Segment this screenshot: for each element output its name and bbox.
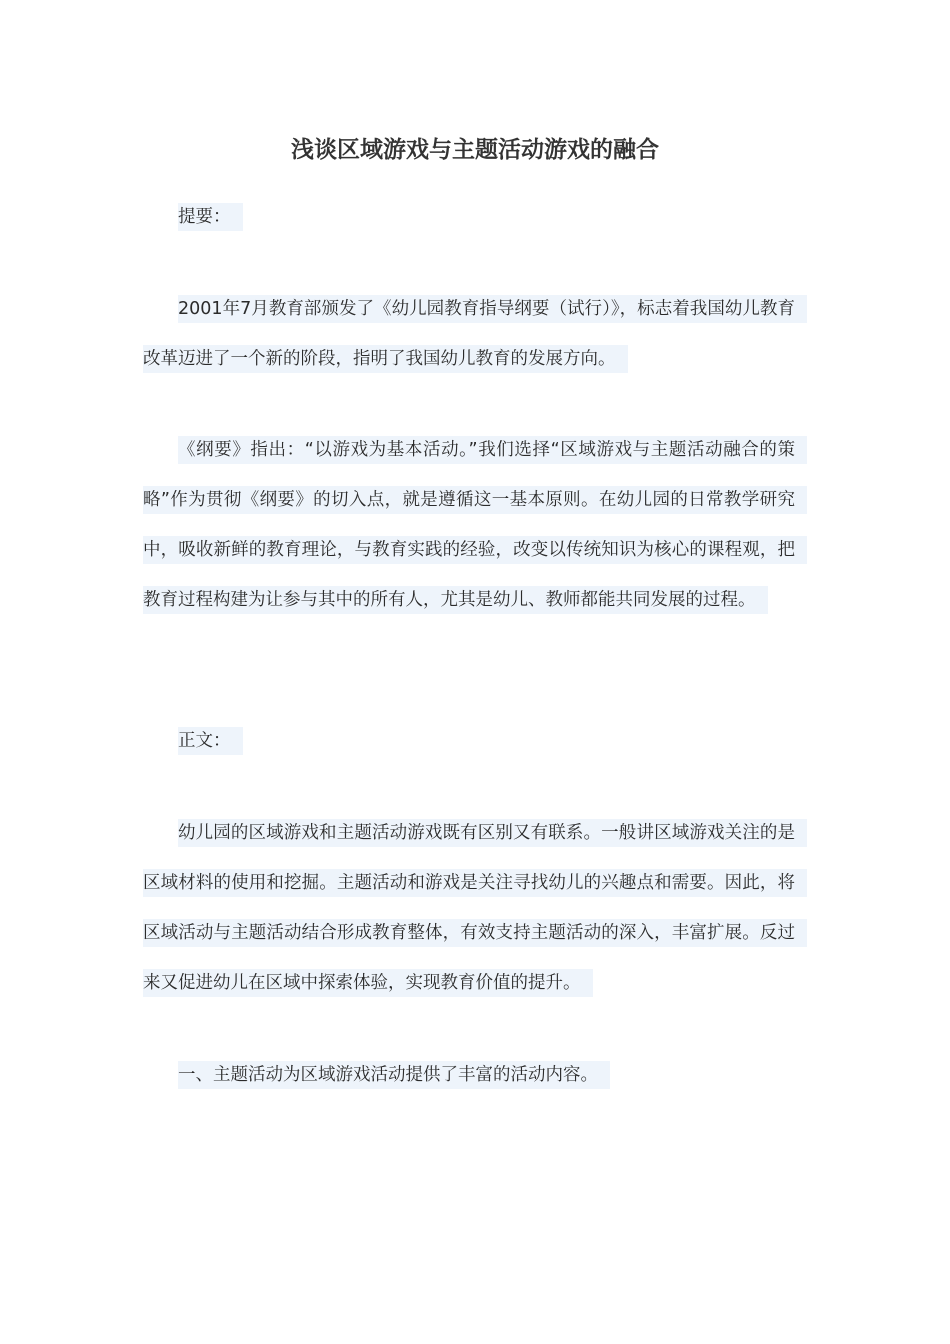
body-heading xyxy=(143,716,807,766)
abstract-paragraph-1-text: 2001年7月教育部颁发了《幼儿园教育指导纲要（试行）》，标志着我国幼儿教育改革迈进了一个新的阶段，指明了我国幼儿教育的发展方向。 xyxy=(143,295,807,373)
abstract-heading xyxy=(143,192,807,242)
section-heading-1-text: 一、主题活动为区域游戏活动提供了丰富的活动内容。 xyxy=(178,1061,610,1089)
document-title: 浅谈区域游戏与主题活动游戏的融合 xyxy=(291,136,659,163)
abstract-paragraph-2 xyxy=(143,425,807,625)
section-heading-1 xyxy=(143,1050,807,1100)
abstract-heading-text: 提要： xyxy=(178,203,243,231)
abstract-paragraph-2-text: 《纲要》指出：“以游戏为基本活动。”我们选择“区域游戏与主题活动融合的策略”作为贯彻《纲要》的切入点，就是遵循这一基本原则。在幼儿园的日常教学研究中，吸收新鲜的教育理论，与教育实践的经验，改变以传统知识为核心的课程观，把教育过程构建为让参与其中的所有人，尤其是幼儿、教师都能共同发展的过程。 xyxy=(143,436,807,614)
abstract-paragraph-1 xyxy=(143,284,807,384)
body-paragraph-1-text: 幼儿园的区域游戏和主题活动游戏既有区别又有联系。一般讲区域游戏关注的是区域材料的使用和挖掘。主题活动和游戏是关注寻找幼儿的兴趣点和需要。因此，将区域活动与主题活动结合形成教育整体，有效支持主题活动的深入，丰富扩展。反过来又促进幼儿在区域中探索体验，实现教育价值的提升。 xyxy=(143,819,807,997)
body-paragraph-1 xyxy=(143,808,807,1008)
body-heading-text: 正文： xyxy=(178,727,243,755)
